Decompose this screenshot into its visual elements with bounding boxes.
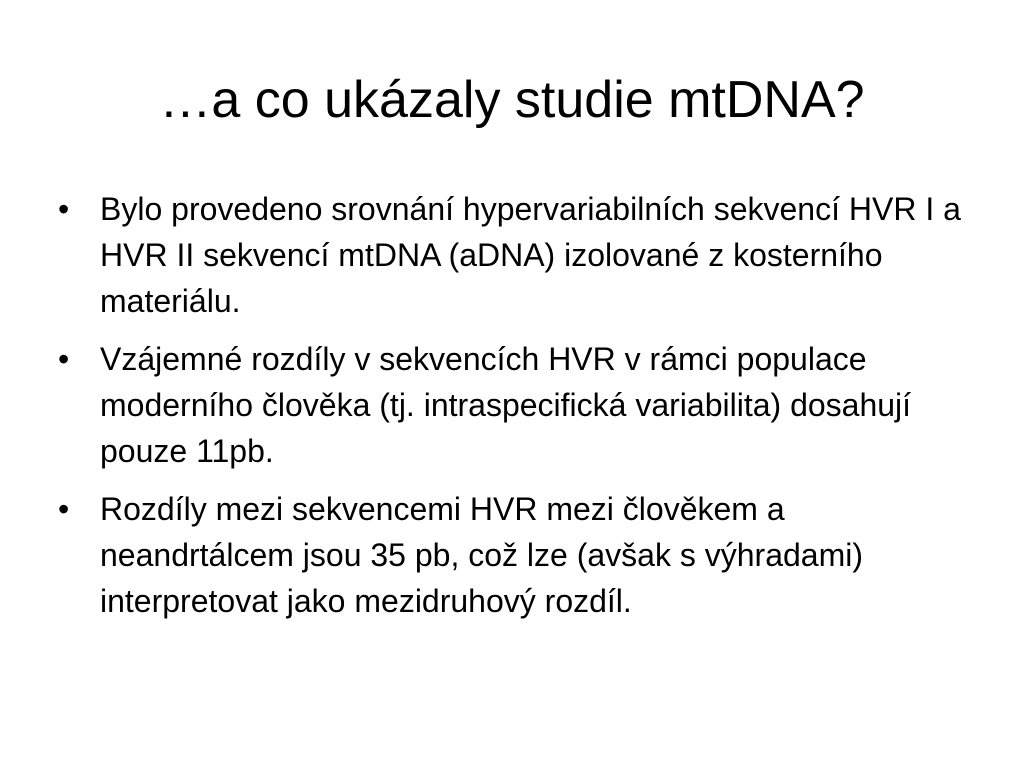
slide-title: …a co ukázaly studie mtDNA? bbox=[159, 71, 865, 129]
bullet-text: Bylo provedeno srovnání hypervariabilních sekvencí HVR I a HVR II sekvencí mtDNA (aDNA) izolované z kosterního materiálu. bbox=[100, 191, 961, 319]
bullet-list bbox=[58, 186, 978, 636]
bullet-item bbox=[58, 336, 978, 474]
bullet-icon: • bbox=[58, 191, 70, 227]
bullet-text: Vzájemné rozdíly v sekvencích HVR v rámci populace moderního člověka (tj. intraspecifická variabilita) dosahují pouze 11pb. bbox=[100, 341, 912, 469]
bullet-item bbox=[58, 186, 978, 324]
bullet-text: Rozdíly mezi sekvencemi HVR mezi člověkem a neandrtálcem jsou 35 pb, což lze (avšak s výhradami) interpretovat jako mezidruhový rozdíl. bbox=[100, 491, 864, 619]
bullet-icon: • bbox=[58, 491, 70, 527]
bullet-icon: • bbox=[58, 341, 70, 377]
bullet-item bbox=[58, 486, 978, 624]
